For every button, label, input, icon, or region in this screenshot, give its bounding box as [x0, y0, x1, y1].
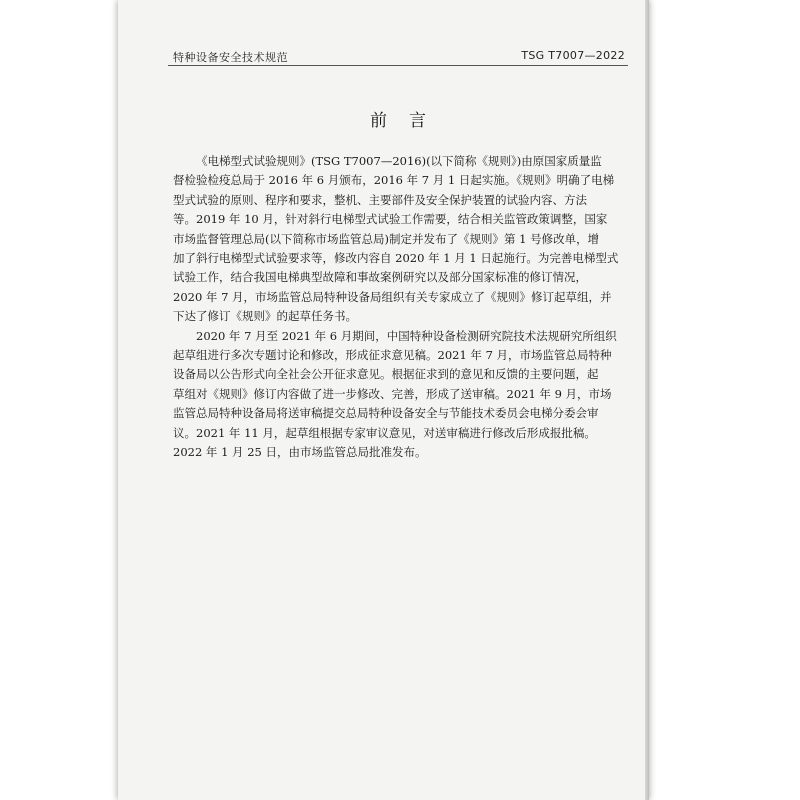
text-line: 下达了修订《规则》的起草任务书。	[173, 309, 357, 324]
text-line: 监管总局特种设备局将送审稿提交总局特种设备安全与节能技术委员会电梯分委会审	[173, 406, 599, 421]
header-series-title: 特种设备安全技术规范	[173, 51, 288, 64]
text-line: 型式试验的原则、程序和要求，整机、主要部件及安全保护装置的试验内容、方法	[173, 192, 587, 207]
text-line: 2020 年 7 月，市场监管总局特种设备局组织有关专家成立了《规则》修订起草组，并	[173, 289, 612, 304]
text-line: 督检验检疫总局于 2016 年 6 月颁布，2016 年 7 月 1 日起实施。《规则》明确了电梯	[173, 173, 615, 188]
header-standard-code: TSG T7007—2022	[521, 49, 625, 62]
text-line: 等。2019 年 10 月，针对斜行电梯型式试验工作需要，结合相关监管政策调整，国家	[173, 212, 608, 227]
text-line: 市场监督管理总局(以下简称市场监管总局)制定并发布了《规则》第 1 号修改单，增	[173, 231, 600, 246]
paragraph-1	[173, 152, 628, 327]
text-line: 2020 年 7 月至 2021 年 6 月期间，中国特种设备检测研究院技术法规研究所组织	[196, 328, 617, 343]
text-line: 《电梯型式试验规则》(TSG T7007—2016)(以下简称《规则》)由原国家质量监	[196, 154, 602, 168]
preface-body	[173, 152, 628, 463]
text-line: 设备局以公告形式向全社会公开征求意见。根据征求到的意见和反馈的主要问题，起	[173, 367, 599, 382]
paragraph-2	[173, 327, 628, 463]
page-title: 前言	[370, 111, 448, 131]
text-line: 议。2021 年 11 月，起草组根据专家审议意见，对送审稿进行修改后形成报批稿。	[173, 425, 596, 440]
text-line: 起草组进行多次专题讨论和修改，形成征求意见稿。2021 年 7 月，市场监管总局特种	[173, 348, 612, 363]
text-line: 试验工作，结合我国电梯典型故障和事故案例研究以及部分国家标准的修订情况，	[173, 270, 587, 285]
text-line: 草组对《规则》修订内容做了进一步修改、完善，形成了送审稿。2021 年 9 月，市场	[173, 386, 612, 401]
running-header	[173, 45, 625, 65]
header-rule	[168, 65, 628, 66]
text-line: 加了斜行电梯型式试验要求等，修改内容自 2020 年 1 月 1 日起施行。为完善电梯型式	[173, 251, 619, 266]
page-edge	[645, 0, 649, 800]
text-line: 2022 年 1 月 25 日，由市场监管总局批准发布。	[173, 445, 427, 460]
